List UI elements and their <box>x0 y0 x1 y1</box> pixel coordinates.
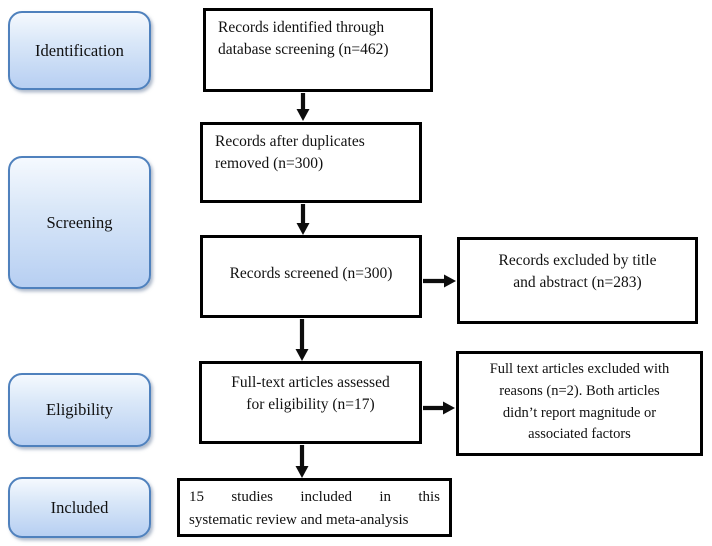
box-records-screened <box>200 235 422 318</box>
text-line: Records screened (n=300) <box>229 264 393 282</box>
text-line: removed (n=300) <box>215 155 324 172</box>
text-line: Full text articles excluded with <box>489 361 670 377</box>
box-duplicates-removed <box>200 122 422 203</box>
box-fulltext-assessed <box>199 361 422 444</box>
text-line: associated factors <box>528 426 631 443</box>
box-records-identified <box>203 8 433 92</box>
arrowhead-icon <box>297 109 310 121</box>
stage-included <box>8 477 151 538</box>
arrowhead-icon <box>297 223 310 235</box>
stage-eligibility <box>8 373 151 447</box>
text-line: 15 studies included in this <box>189 489 440 505</box>
stage-screening <box>8 156 151 289</box>
text-line: systematic review and meta-analysis <box>189 511 409 528</box>
stage-label: Screening <box>46 212 113 232</box>
text-line: Records identified through <box>218 19 385 36</box>
text-line: and abstract (n=283) <box>513 274 642 291</box>
box-studies-included <box>177 478 452 537</box>
text-line: didn’t report magnitude or <box>502 404 657 421</box>
arrowhead-icon <box>296 349 309 361</box>
arrowhead-icon <box>296 466 309 478</box>
stage-label: Eligibility <box>46 400 113 419</box>
box-fulltext-excluded <box>456 351 703 456</box>
stage-label: Included <box>50 497 109 517</box>
arrowhead-icon <box>444 275 456 288</box>
stage-label: Identification <box>35 40 124 60</box>
text-line: Full-text articles assessed <box>231 374 390 391</box>
box-excluded-title-abstract <box>457 237 698 324</box>
text-line: database screening (n=462) <box>218 41 389 58</box>
arrowhead-icon <box>443 402 455 415</box>
text-line: for eligibility (n=17) <box>246 396 375 413</box>
text-line: reasons (n=2). Both articles <box>499 382 660 399</box>
text-line: Records excluded by title <box>498 252 657 269</box>
stage-identification <box>8 11 151 90</box>
text-line: Records after duplicates <box>215 133 365 150</box>
